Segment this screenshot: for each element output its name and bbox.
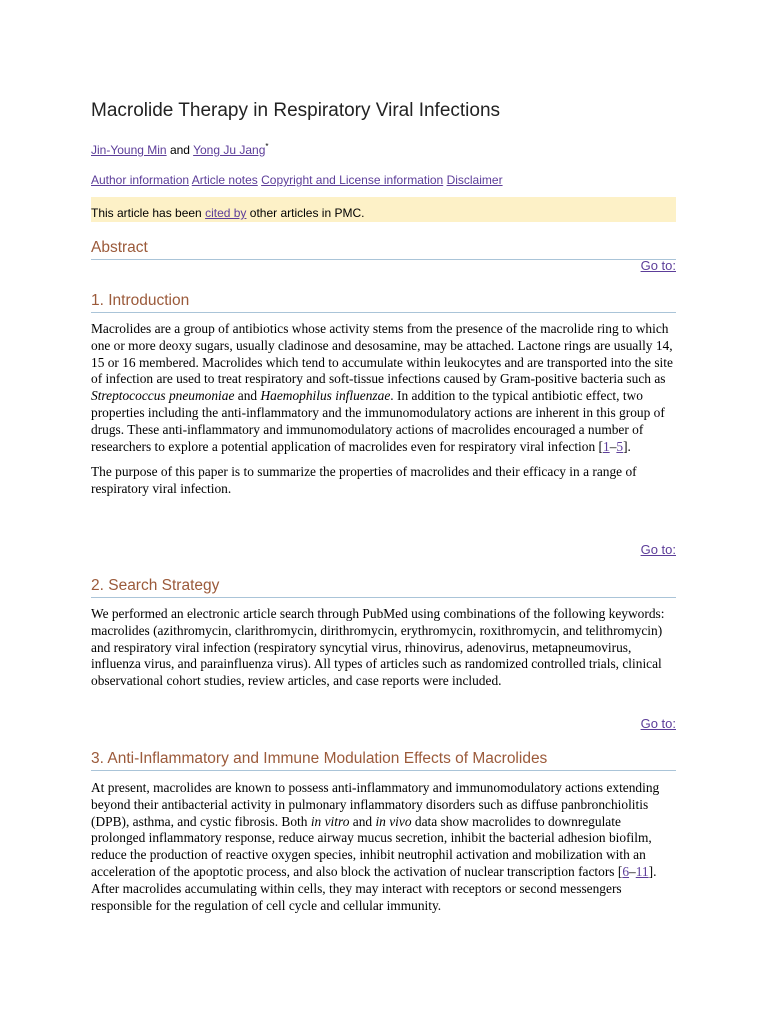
- introduction-paragraph-2: The purpose of this paper is to summarize the properties of macrolides and their efficacy in a range of respiratory viral infection.: [91, 464, 637, 497]
- search-strategy-paragraph: We performed an electronic article search through PubMed using combinations of the following keywords: macrolides (azithromycin, clarithromycin, dirithromycin, erythromycin, roxithromycin, and telithromycin) and respiratory viral infection (respiratory syncytial virus, rhinovirus, adenovirus, metapneumovirus, influenza virus, and parainfluenza virus). All types of articles such as randomized controlled trials, clinical observational cohort studies, review articles, and case reports were included.: [91, 606, 665, 689]
- introduction-heading: 1. Introduction: [91, 291, 676, 313]
- goto-introduction: [91, 542, 676, 558]
- goto-abstract: [91, 258, 676, 274]
- anti-inflammatory-heading: 3. Anti-Inflammatory and Immune Modulation Effects of Macrolides: [91, 749, 676, 771]
- goto-link[interactable]: Go to:: [640, 716, 676, 731]
- reference-link[interactable]: 1: [602, 438, 610, 454]
- search-strategy-body: [91, 606, 676, 690]
- page-title: Macrolide Therapy in Respiratory Viral Infections: [91, 100, 501, 121]
- reference-link[interactable]: 6: [622, 863, 630, 879]
- author-separator: and: [169, 143, 190, 157]
- cited-by-notice: [91, 197, 676, 222]
- corresponding-author-mark: *: [265, 142, 269, 151]
- author-information-link[interactable]: Author information: [91, 173, 190, 187]
- cited-by-link[interactable]: cited by: [205, 206, 247, 220]
- reference-link[interactable]: 11: [635, 863, 649, 879]
- article-info-links: [91, 173, 676, 188]
- introduction-body: [91, 321, 676, 498]
- author-link-min[interactable]: Jin-Young Min: [91, 143, 167, 157]
- notice-suffix: other articles in PMC.: [249, 206, 365, 220]
- abstract-heading: Abstract: [91, 238, 676, 260]
- author-list: [91, 139, 676, 158]
- reference-link[interactable]: 5: [616, 438, 624, 454]
- goto-link[interactable]: Go to:: [640, 542, 676, 557]
- disclaimer-link[interactable]: Disclaimer: [446, 173, 503, 187]
- anti-inflammatory-paragraph: At present, macrolides are known to possess anti-inflammatory and immunomodulatory actions extending beyond their antibacterial activity in pulmonary inflammatory disorders such as diffuse panbronchiolitis (DPB), asthma, and cystic fibrosis. Both in vitro and in vivo data show macrolides to downregulate prolonged inflammatory response, reduce airway mucus secretion, inhibit the bacterial adhesion biofilm, reduce the production of reactive oxygen species, inhibit neutrophil activation and mobilization with an acceleration of the apoptotic process, and also block the activation of nuclear transcription factors [6–11]. After macrolides accumulating within cells, they may interact with receptors or second messengers responsible for the regulation of cell cycle and cellular immunity.: [91, 780, 660, 913]
- author-link-jang[interactable]: Yong Ju Jang: [193, 143, 266, 157]
- article-notes-link[interactable]: Article notes: [191, 173, 258, 187]
- introduction-paragraph-1: Macrolides are a group of antibiotics whose activity stems from the presence of the macrolide ring to which one or more deoxy sugars, usually cladinose and desosamine, may be attached. Lactone rings are usually 14, 15 or 16 membered. Macrolides which tend to accumulate within leukocytes and are transported into the site of infection are used to treat respiratory and soft-tissue infections caused by Gram-positive bacteria such as Streptococcus pneumoniae and Haemophilus influenzae. In addition to the typical antibiotic effect, two properties including the anti-inflammatory and the immunomodulatory actions are inherent in this group of drugs. These anti-inflammatory and immunomodulatory actions of macrolides encouraged a number of researchers to explore a potential application of macrolides even for respiratory viral infection [1–5].: [91, 321, 673, 454]
- anti-inflammatory-body: [91, 780, 676, 914]
- search-strategy-heading: 2. Search Strategy: [91, 576, 676, 598]
- goto-search-strategy: [91, 716, 676, 732]
- goto-link[interactable]: Go to:: [640, 258, 676, 273]
- copyright-license-link[interactable]: Copyright and License information: [261, 173, 444, 187]
- notice-prefix: This article has been: [91, 206, 202, 220]
